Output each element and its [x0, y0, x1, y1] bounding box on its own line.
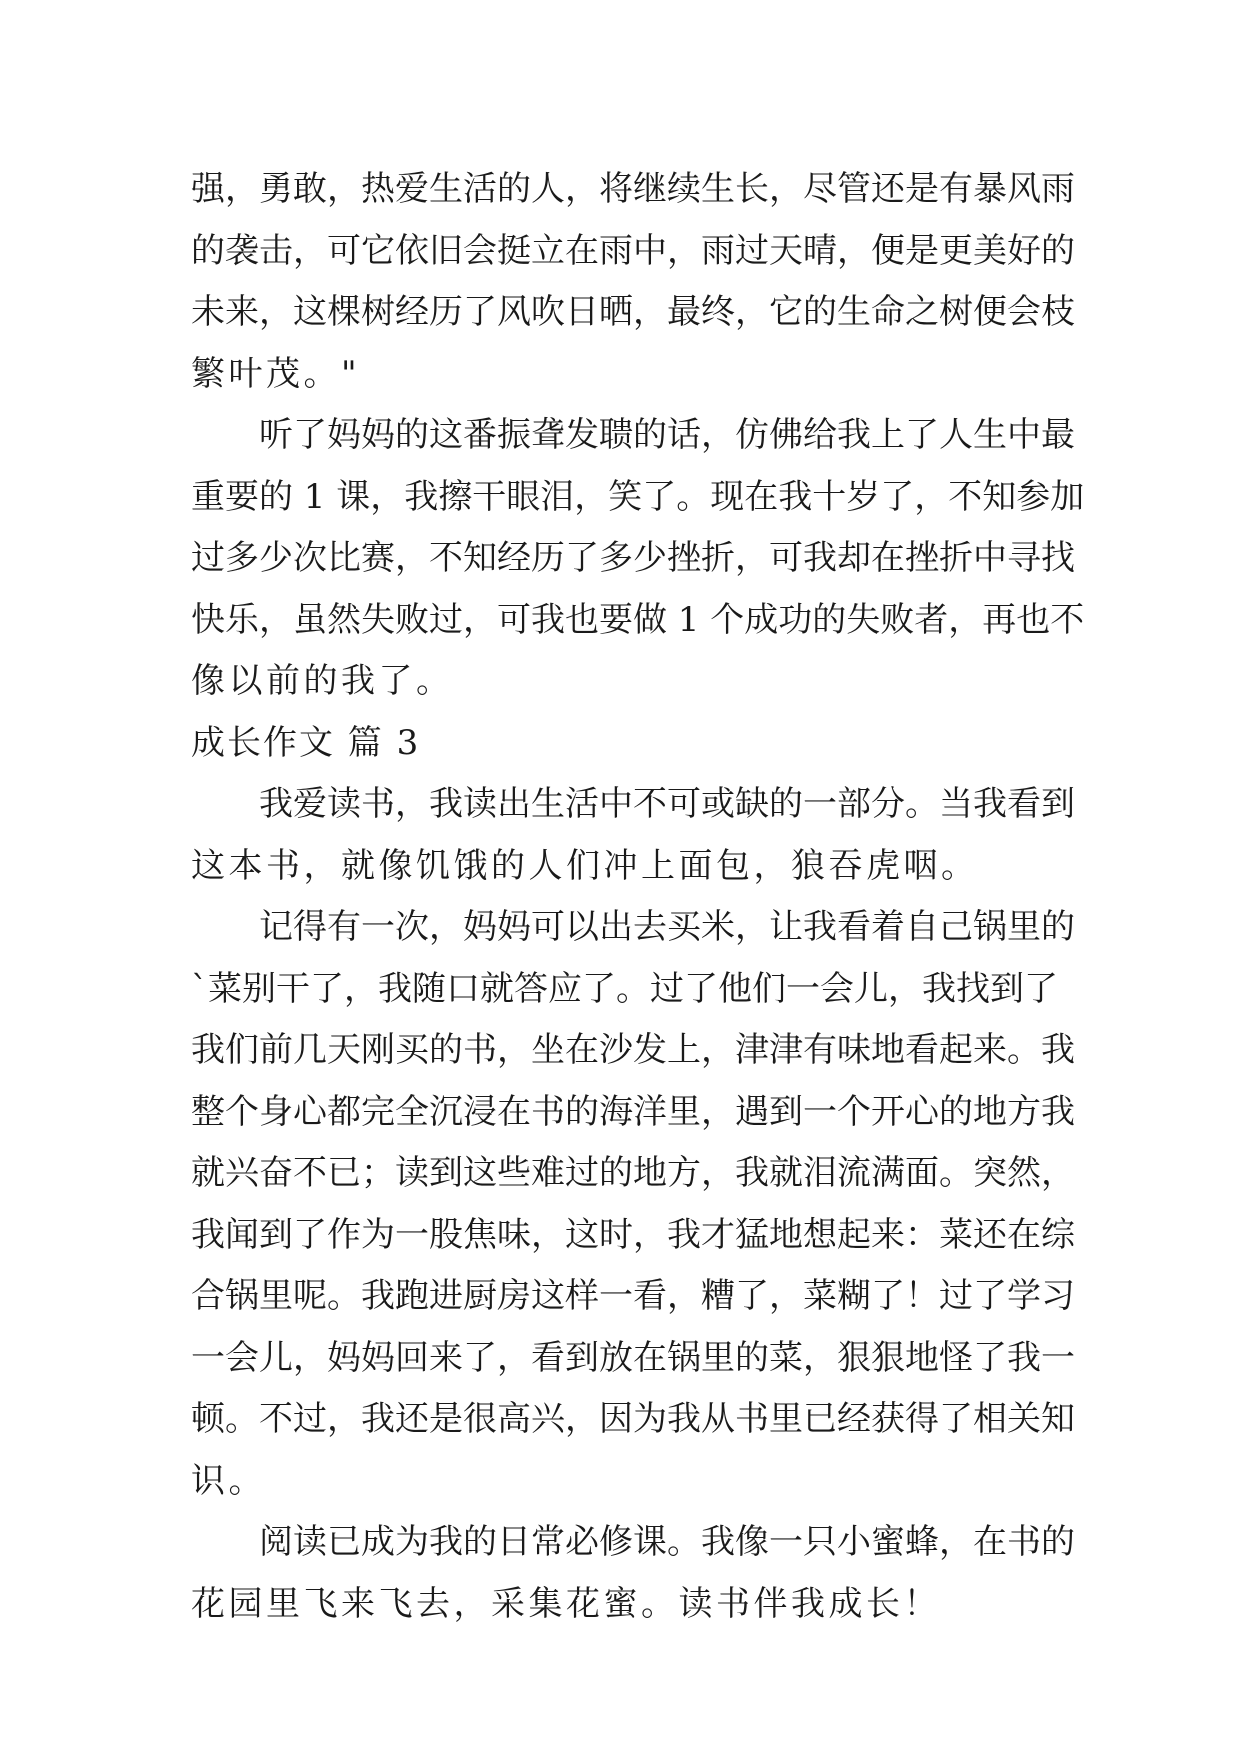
text-line: 识。	[191, 1460, 266, 1501]
text-line: 像以前的我了。	[191, 661, 454, 701]
text-line: 一会儿，妈妈回来了，看到放在锅里的菜，狠狠地怪了我一	[191, 1337, 1075, 1378]
paragraph-continuation	[191, 159, 1075, 405]
text-line: 阅读已成为我的日常必修课。我像一只小蜜蜂，在书的	[259, 1522, 1075, 1562]
paragraph	[191, 774, 1075, 897]
text-line: 过多少次比赛，不知经历了多少挫折，可我却在挫折中寻找	[191, 538, 1075, 578]
text-line: 就兴奋不已；读到这些难过的地方，我就泪流满面。突然，	[191, 1153, 1075, 1193]
text-line: 快乐，虽然失败过，可我也要做 1 个成功的失败者，再也不	[191, 599, 1085, 640]
text-line: `菜别干了，我随口就答应了。过了他们一会儿，我找到了	[191, 968, 1058, 1009]
document-page	[191, 159, 1085, 1635]
text-line: 的袭击，可它依旧会挺立在雨中，雨过天晴，便是更美好的	[191, 230, 1075, 271]
text-line: 这本书，就像饥饿的人们冲上面包，狼吞虎咽。	[191, 845, 979, 886]
text-line: 听了妈妈的这番振聋发聩的话，仿佛给我上了人生中最	[259, 415, 1075, 455]
text-line: 我爱读书，我读出生活中不可或缺的一部分。当我看到	[259, 784, 1075, 824]
text-line: 记得有一次，妈妈可以出去买米，让我看着自己锅里的	[259, 907, 1075, 947]
text-line: 花园里飞来飞去，采集花蜜。读书伴我成长！	[191, 1583, 941, 1624]
paragraph	[191, 405, 1085, 713]
text-line: 顿。不过，我还是很高兴，因为我从书里已经获得了相关知	[191, 1399, 1075, 1439]
text-line: 繁叶茂。"	[191, 353, 361, 394]
paragraph	[191, 1512, 1075, 1635]
text-line: 整个身心都完全沉浸在书的海洋里，遇到一个开心的地方我	[191, 1091, 1075, 1132]
section-heading: 成长作文 篇 3	[191, 722, 421, 763]
text-line: 我们前几天刚买的书，坐在沙发上，津津有味地看起来。我	[191, 1030, 1075, 1070]
text-line: 强，勇敢，热爱生活的人，将继续生长，尽管还是有暴风雨	[191, 169, 1075, 209]
text-line: 我闻到了作为一股焦味，这时，我才猛地想起来：菜还在综	[191, 1214, 1075, 1255]
text-line: 合锅里呢。我跑进厨房这样一看，糟了，菜糊了！过了学习	[191, 1276, 1075, 1316]
text-line: 重要的 1 课，我擦干眼泪，笑了。现在我十岁了，不知参加	[191, 476, 1085, 517]
text-line: 未来，这棵树经历了风吹日晒，最终，它的生命之树便会枝	[191, 292, 1075, 332]
paragraph	[191, 897, 1075, 1512]
